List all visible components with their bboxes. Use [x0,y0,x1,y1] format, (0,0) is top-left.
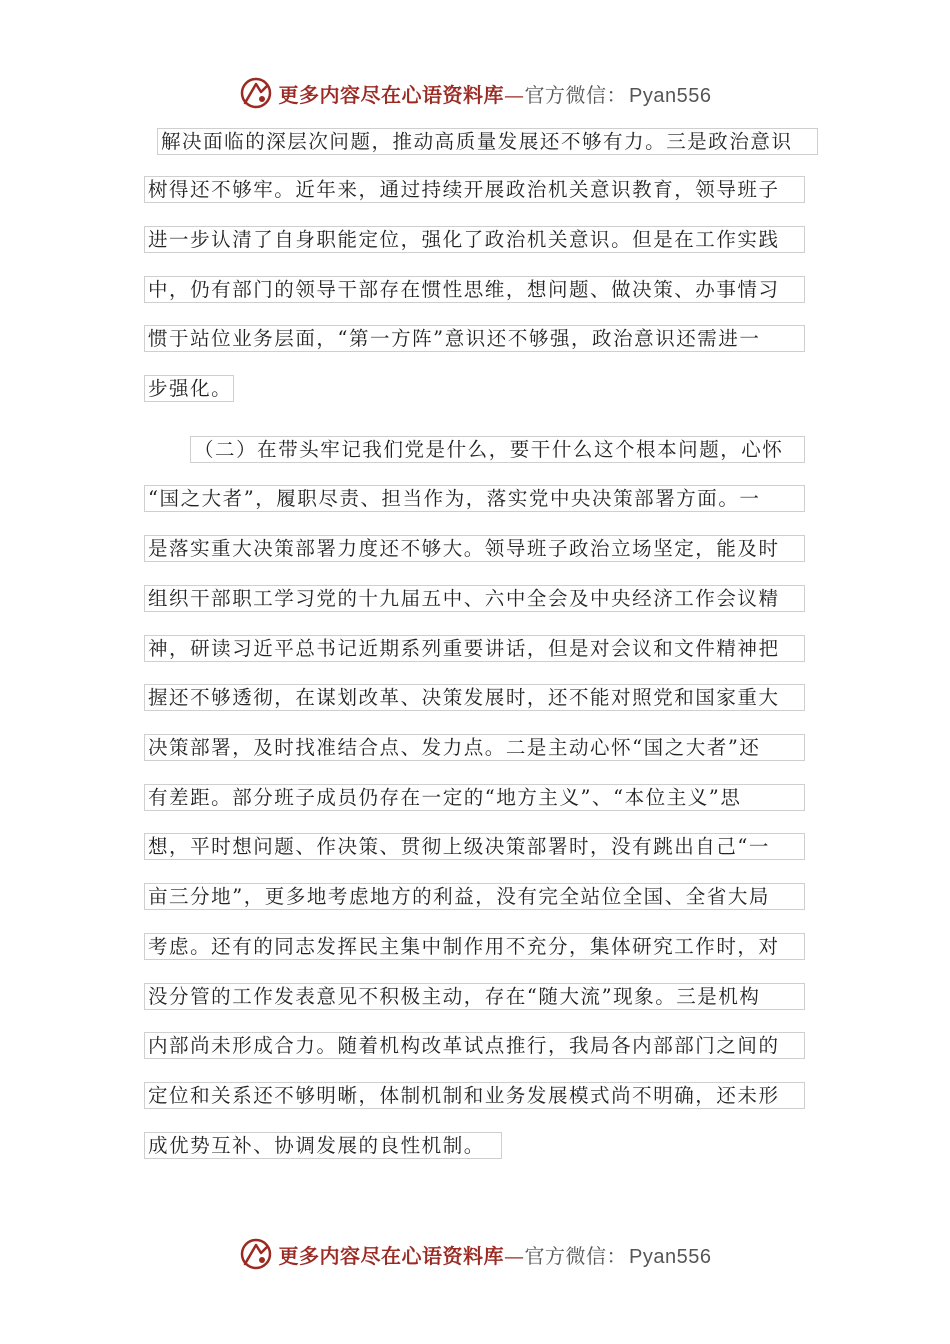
text-line: 组织干部职工学习党的十九届五中、六中全会及中央经济工作会议精 [144,585,805,612]
header-banner [0,71,950,115]
banner-wechat-id: Pyan556 [629,1245,712,1268]
banner-dash: — [504,82,525,107]
text-line: 定位和关系还不够明晰，体制机制和业务发展模式尚不明确，还未形 [144,1082,805,1109]
text-line: 内部尚未形成合力。随着机构改革试点推行，我局各内部部门之间的 [144,1032,805,1059]
brand-logo-icon [239,1237,273,1271]
text-line: 决策部署，及时找准结合点、发力点。二是主动心怀“国之大者”还 [144,734,805,761]
brand-logo-icon [239,76,273,110]
text-line: 树得还不够牢。近年来，通过持续开展政治机关意识教育，领导班子 [144,176,805,203]
text-line: 有差距。部分班子成员仍存在一定的“地方主义”、“本位主义”思 [144,784,805,811]
text-line: 神，研读习近平总书记近期系列重要讲话，但是对会议和文件精神把 [144,635,805,662]
footer-banner [0,1232,950,1276]
text-line: 进一步认清了自身职能定位，强化了政治机关意识。但是在工作实践 [144,226,805,253]
text-line: （二）在带头牢记我们党是什么，要干什么这个根本问题，心怀 [190,436,805,463]
text-line: 中，仍有部门的领导干部存在惯性思维，想问题、做决策、办事情习 [144,276,805,303]
banner-label: 官方微信： [524,1243,628,1268]
text-line: 解决面临的深层次问题，推动高质量发展还不够有力。三是政治意识 [157,128,818,155]
banner-text [279,79,712,108]
banner-brand: 更多内容尽在心语资料库 [278,82,505,107]
text-line: 没分管的工作发表意见不积极主动，存在“随大流”现象。三是机构 [144,983,805,1010]
banner-text [279,1240,712,1269]
text-line: 惯于站位业务层面，“第一方阵”意识还不够强，政治意识还需进一 [144,325,805,352]
text-line: 亩三分地”，更多地考虑地方的利益，没有完全站位全国、全省大局 [144,883,805,910]
text-line: 考虑。还有的同志发挥民主集中制作用不充分，集体研究工作时，对 [144,933,805,960]
banner-dash: — [504,1243,525,1268]
banner-label: 官方微信： [524,82,628,107]
text-line: 握还不够透彻，在谋划改革、决策发展时，还不能对照党和国家重大 [144,684,805,711]
banner-wechat-id: Pyan556 [629,84,712,107]
text-line: “国之大者”，履职尽责、担当作为，落实党中央决策部署方面。一 [144,485,805,512]
text-line: 步强化。 [144,375,234,402]
text-line: 是落实重大决策部署力度还不够大。领导班子政治立场坚定，能及时 [144,535,805,562]
text-line: 想，平时想问题、作决策、贯彻上级决策部署时，没有跳出自己“一 [144,833,805,860]
banner-brand: 更多内容尽在心语资料库 [278,1243,505,1268]
text-line: 成优势互补、协调发展的良性机制。 [144,1132,502,1159]
